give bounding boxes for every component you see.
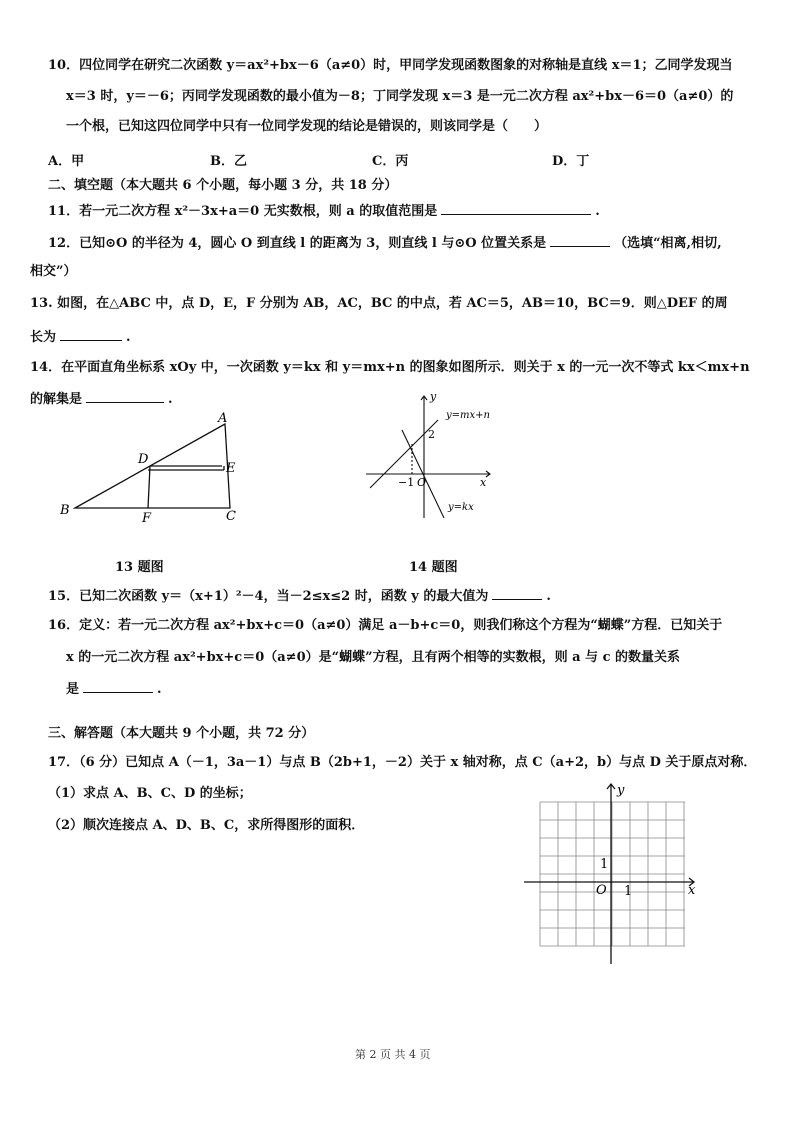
label-b: B — [60, 503, 70, 518]
q16-line1: 16．定义：若一元二次方程 ax²+bx+c＝0（a≠0）满足 a－b+c＝0，则我们称这个方程为“蝴蝶”方程．已知关于 — [48, 618, 723, 633]
q15 — [48, 587, 551, 605]
q13-end: . — [126, 330, 131, 345]
label-2: 2 — [428, 428, 435, 441]
q11 — [48, 202, 600, 220]
grid-label-y: y — [617, 783, 625, 798]
caption-fig14: 14 题图 — [409, 560, 458, 575]
q13-text: 长为 — [30, 330, 57, 345]
q12-text-end: （选填“相离,相切, — [614, 236, 722, 251]
q10-option-b: B．乙 — [210, 154, 247, 169]
q10-line3: 一个根，已知这四位同学中只有一位同学发现的结论是错误的，则该同学是（ ） — [66, 119, 548, 134]
q10-option-c: C．丙 — [372, 154, 409, 169]
grid-label-origin: O — [596, 883, 607, 898]
page-footer: 第 2 页 共 4 页 — [355, 1048, 431, 1061]
q16-line2: x 的一元二次方程 ax²+bx+c＝0（a≠0）是“蝴蝶”方程，且有两个相等的实数根，则 a 与 c 的数量关系 — [66, 650, 681, 665]
q11-answer-blank[interactable] — [441, 202, 591, 215]
grid-lines — [540, 802, 685, 946]
figure-13 — [50, 408, 260, 528]
label-y: y — [430, 392, 437, 403]
q11-text: 11．若一元二次方程 x²－3x+a＝0 无实数根，则 a 的取值范围是 — [48, 204, 438, 219]
q15-text: 15．已知二次函数 y＝（x+1）²－4，当－2≤x≤2 时，函数 y 的最大值为 — [48, 589, 489, 604]
label-f: F — [142, 511, 152, 526]
figure-14 — [362, 392, 502, 522]
label-d: D — [138, 452, 149, 467]
q14-line2 — [30, 390, 173, 408]
q16-line3 — [66, 680, 162, 698]
grid-label-x: x — [688, 883, 696, 898]
q12-line1 — [48, 234, 722, 252]
label-a: A — [218, 411, 228, 426]
q14-answer-blank[interactable] — [86, 390, 164, 403]
label-neg1: −1 — [398, 476, 415, 489]
q14-text: 的解集是 — [30, 392, 83, 407]
label-x: x — [480, 476, 487, 489]
grid-label-1x: 1 — [624, 884, 633, 899]
label-line-kx: y=kx — [448, 502, 474, 513]
q12-answer-blank[interactable] — [550, 234, 610, 247]
q16-text: 是 — [66, 682, 80, 697]
q10-line2: x＝3 时，y＝－6；丙同学发现函数的最小值为－8；丁同学发现 x＝3 是一元二次方程 ax²+bx－6＝0（a≠0）的 — [66, 89, 734, 104]
q12-line2: 相交”） — [30, 264, 77, 279]
q12-text: 12．已知⊙O 的半径为 4，圆心 O 到直线 l 的距离为 3，则直线 l 与⊙O 位置关系是 — [48, 236, 547, 251]
q17-part1: （1）求点 A、B、C、D 的坐标； — [48, 786, 252, 801]
q14-line1: 14．在平面直角坐标系 xOy 中，一次函数 y＝kx 和 y＝mx+n 的图象如图所示．则关于 x 的一元一次不等式 kx＜mx+n — [30, 360, 750, 375]
q13-line2 — [30, 328, 131, 346]
q13-answer-blank[interactable] — [60, 328, 122, 341]
section2-title: 二、填空题（本大题共 6 个小题，每小题 3 分，共 18 分） — [48, 178, 398, 193]
q14-end: . — [168, 392, 173, 407]
q16-answer-blank[interactable] — [83, 680, 153, 693]
label-e: E — [226, 461, 236, 476]
q10-option-d: D．丁 — [552, 154, 590, 169]
q17-part2: （2）顺次连接点 A、D、B、C，求所得图形的面积． — [48, 818, 365, 833]
q10-option-a: A．甲 — [48, 154, 85, 169]
q10-line1: 10．四位同学在研究二次函数 y＝ax²+bx－6（a≠0）时，甲同学发现函数图象的对称轴是直线 x＝1；乙同学发现当 — [48, 58, 733, 73]
caption-fig13: 13 题图 — [115, 560, 164, 575]
label-origin: O — [417, 476, 427, 489]
section3-title: 三、解答题（本大题共 9 个小题，共 72 分） — [48, 726, 315, 741]
grid-label-1y: 1 — [600, 857, 609, 872]
q15-answer-blank[interactable] — [492, 587, 542, 600]
label-c: C — [226, 509, 236, 524]
q13-line1: 13. 如图，在△ABC 中，点 D，E，F 分别为 AB，AC，BC 的中点，若 AC＝5，AB＝10，BC＝9．则△DEF 的周 — [30, 296, 728, 311]
q17-line1: 17．（6 分）已知点 A（－1，3a－1）与点 B（2b+1，－2）关于 x 轴对称，点 C（a+2，b）与点 D 关于原点对称． — [48, 755, 757, 770]
coordinate-grid — [520, 778, 700, 968]
label-line-mx-n: y=mx+n — [446, 410, 490, 421]
q16-end: . — [157, 682, 162, 697]
q15-end: . — [546, 589, 551, 604]
segment-df — [148, 466, 150, 508]
q11-end: . — [595, 204, 600, 219]
